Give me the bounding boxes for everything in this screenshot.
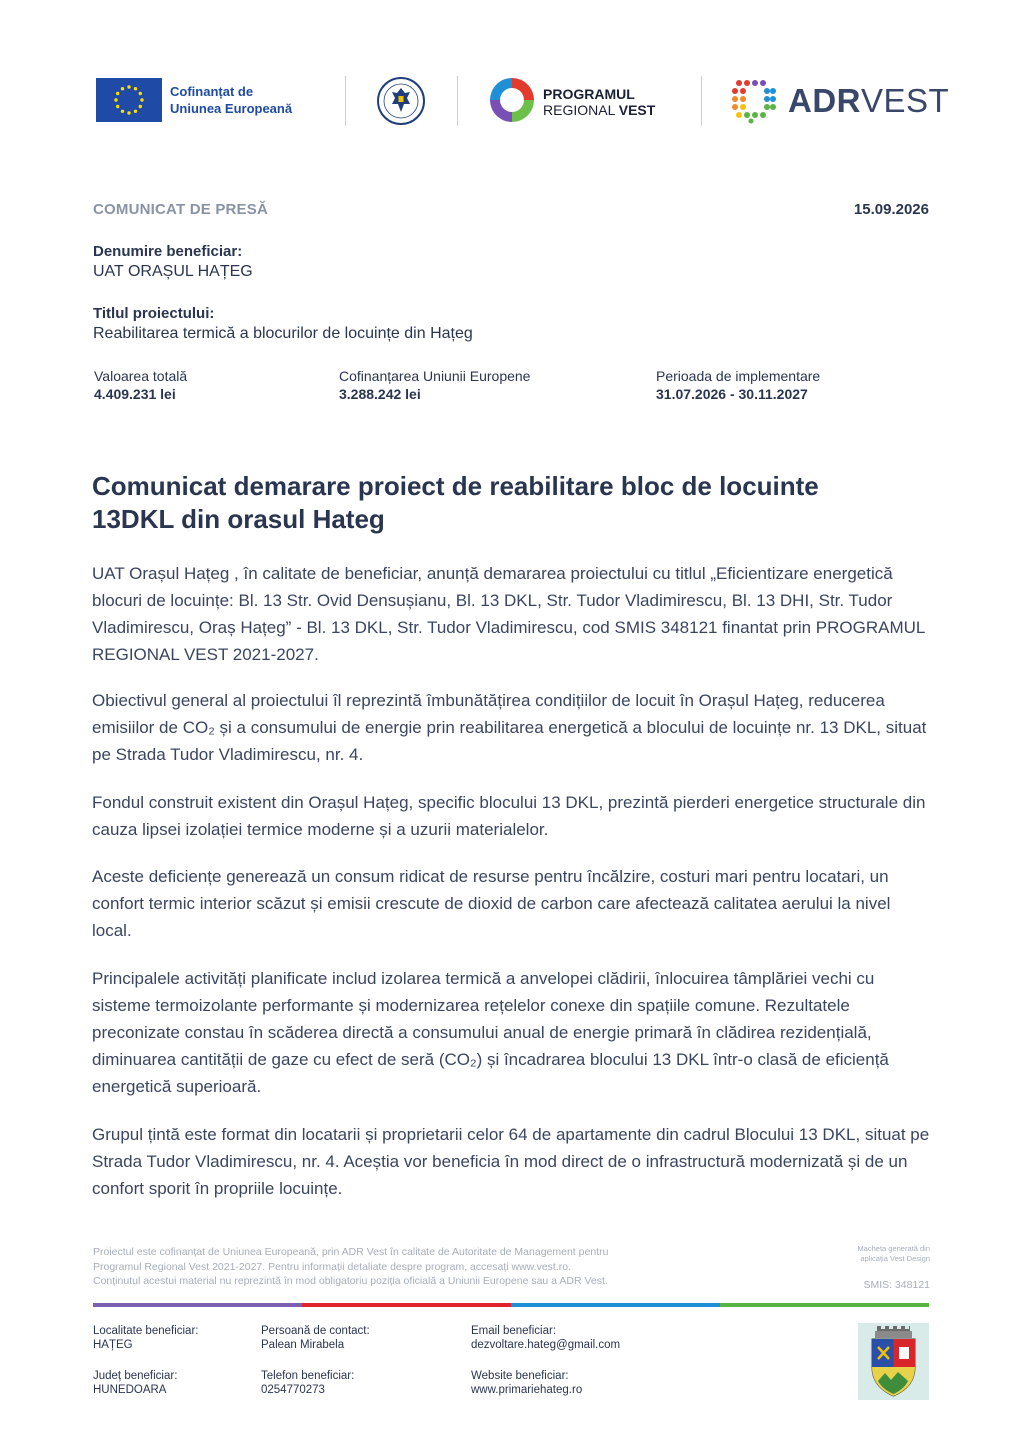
implementation-period-label: Perioada de implementare [656,368,821,384]
website-label: Website beneficiar: [471,1370,569,1382]
hateg-coat-of-arms-icon [858,1323,929,1400]
programul-regional-vest-logo-text [543,86,683,118]
template-credit-line: Macheta generată din [857,1244,930,1253]
adr-vest-dots-icon [731,78,777,124]
footer-color-bar [93,1303,929,1307]
prv-text-line2 [543,102,683,118]
eu-cofinancing-value: 3.288.242 lei [339,386,421,402]
disclaimer-line: Conținutul acestui material nu reprezintă în mod obligatoriu poziția oficială a Uniunii Europene sau a ADR Vest. [93,1275,608,1287]
website-link[interactable]: www.primariehateg.ro [471,1384,583,1396]
eu-flag-icon [96,78,162,122]
article-paragraph: Fondul construit existent din Orașul Hațeg, specific blocului 13 DKL, prezintă pierderi energetice structurale din cauza lipsei izolației termice moderne și a uzurii materialelor. [92,793,926,839]
template-credit [820,1244,930,1263]
project-title-value: Reabilitarea termică a blocurilor de locuințe din Hațeg [93,325,473,342]
article-headline: Comunicat demarare proiect de reabilitare bloc de locuinte 13DKL din orasul Hateg [92,471,819,534]
total-value: 4.409.231 lei [94,386,176,402]
adr-vest-logo-text [788,82,949,120]
template-credit-line: aplicația Vest Design [860,1253,930,1263]
color-bar-segment [511,1303,720,1307]
email-label: Email beneficiar: [471,1325,557,1337]
article-paragraph: Principalele activități planificate includ izolarea termică a anvelopei clădirii, înlocuirea tâmplăriei vechi cu sisteme termoizolante performante și modernizarea rețelelor conexe din spațiile comune. Rezultatele preconizate constau în scăderea directă a consumului anual de energie primară în clădirea rezidențială, diminuarea cantității de gaze cu efect de seră (CO₂) și încadrarea blocului 13 DKL într-o clasă de eficiență energetică superioară. [92,969,889,1096]
phone-value[interactable]: 0254770273 [261,1384,325,1396]
color-bar-segment [93,1303,302,1307]
beneficiary-label: Denumire beneficiar: [93,243,243,260]
press-release-label: COMUNICAT DE PRESĂ [93,201,268,218]
article-paragraph: UAT Orașul Hațeg , în calitate de beneficiar, anunță demararea proiectului cu titlul „Eficientizare energetică blocuri de locuințe: Bl. 13 Str. Ovid Densușianu, Bl. 13 DKL, Str. Tudor Vladimirescu, Bl. 13 DHI, Str. Tudor Vladimirescu, Oraș Hațeg” - Bl. 13 DKL, Str. Tudor Vladimirescu, cod SMIS 348121 finantat prin PROGRAMUL REGIONAL VEST 2021-2027. [92,564,925,664]
prv-text-regional: REGIONAL [543,102,619,118]
eu-text-line1: Cofinanțat de [170,84,254,99]
prv-text-vest: VEST [618,102,656,118]
article-paragraph: Grupul țintă este format din locatarii și proprietarii celor 64 de apartamente din cadrul Blocului 13 DKL, situat pe Strada Tudor Vladimirescu, nr. 4. Aceștia vor beneficia în mod direct de o infrastructură modernizată și de un confort sporit în propriile locuințe. [92,1125,930,1198]
locality-value: HAȚEG [93,1339,133,1351]
logo-divider [701,76,702,126]
programul-regional-vest-logo-icon [488,76,536,124]
adr-text-adr: ADR [788,82,861,119]
footer-disclaimer [93,1245,773,1289]
total-value-label: Valoarea totală [94,368,188,384]
implementation-period-value: 31.07.2026 - 30.11.2027 [656,386,808,402]
smis-code: SMIS: 348121 [863,1279,930,1291]
county-value: HUNEDOARA [93,1384,167,1396]
disclaimer-line: Programul Regional Vest 2021-2027. Pentru informații detaliate despre program, accesați www.vest.ro. [93,1260,571,1273]
county-label: Județ beneficiar: [93,1370,178,1382]
color-bar-segment [302,1303,511,1307]
logo-divider [345,76,346,126]
project-title-label: Titlul proiectului: [93,305,215,322]
disclaimer-line: Proiectul este cofinanțat de Uniunea Europeană, prin ADR Vest în calitate de Autoritate de Management pentru [93,1246,609,1258]
color-bar-segment [720,1303,929,1307]
press-release-date: 15.09.2026 [853,201,929,218]
phone-label: Telefon beneficiar: [261,1370,355,1382]
eu-text-line2: Uniunea Europeană [170,101,293,116]
contact-person-label: Persoană de contact: [261,1325,370,1337]
beneficiary-value: UAT ORAȘUL HAȚEG [93,263,253,280]
logo-divider [457,76,458,126]
contact-person-value: Palean Mirabela [261,1339,345,1351]
article-paragraph: Obiectivul general al proiectului îl reprezintă îmbunătățirea condițiilor de locuit în Orașul Hațeg, reducerea emisiilor de CO₂ și a consumului de energie prin reabilitarea energetică a blocului de locuințe nr. 13 DKL, situat pe Strada Tudor Vladimirescu, nr. 4. [92,691,927,764]
romanian-government-seal-icon [376,76,426,126]
eu-cofinancing-label: Cofinanțarea Uniunii Europene [339,368,531,384]
email-link[interactable]: dezvoltare.hateg@gmail.com [471,1339,621,1351]
locality-label: Localitate beneficiar: [93,1325,199,1337]
adr-text-vest: VEST [861,82,950,119]
eu-cofinancing-logo-text [170,83,330,117]
article-paragraph: Aceste deficiențe generează un consum ridicat de resurse pentru încălzire, costuri mari pentru locatari, un confort termic interior scăzut și emisii crescute de dioxid de carbon care afectează calitatea aerului la nivel local. [92,867,891,940]
prv-text-line1: PROGRAMUL [543,86,635,102]
